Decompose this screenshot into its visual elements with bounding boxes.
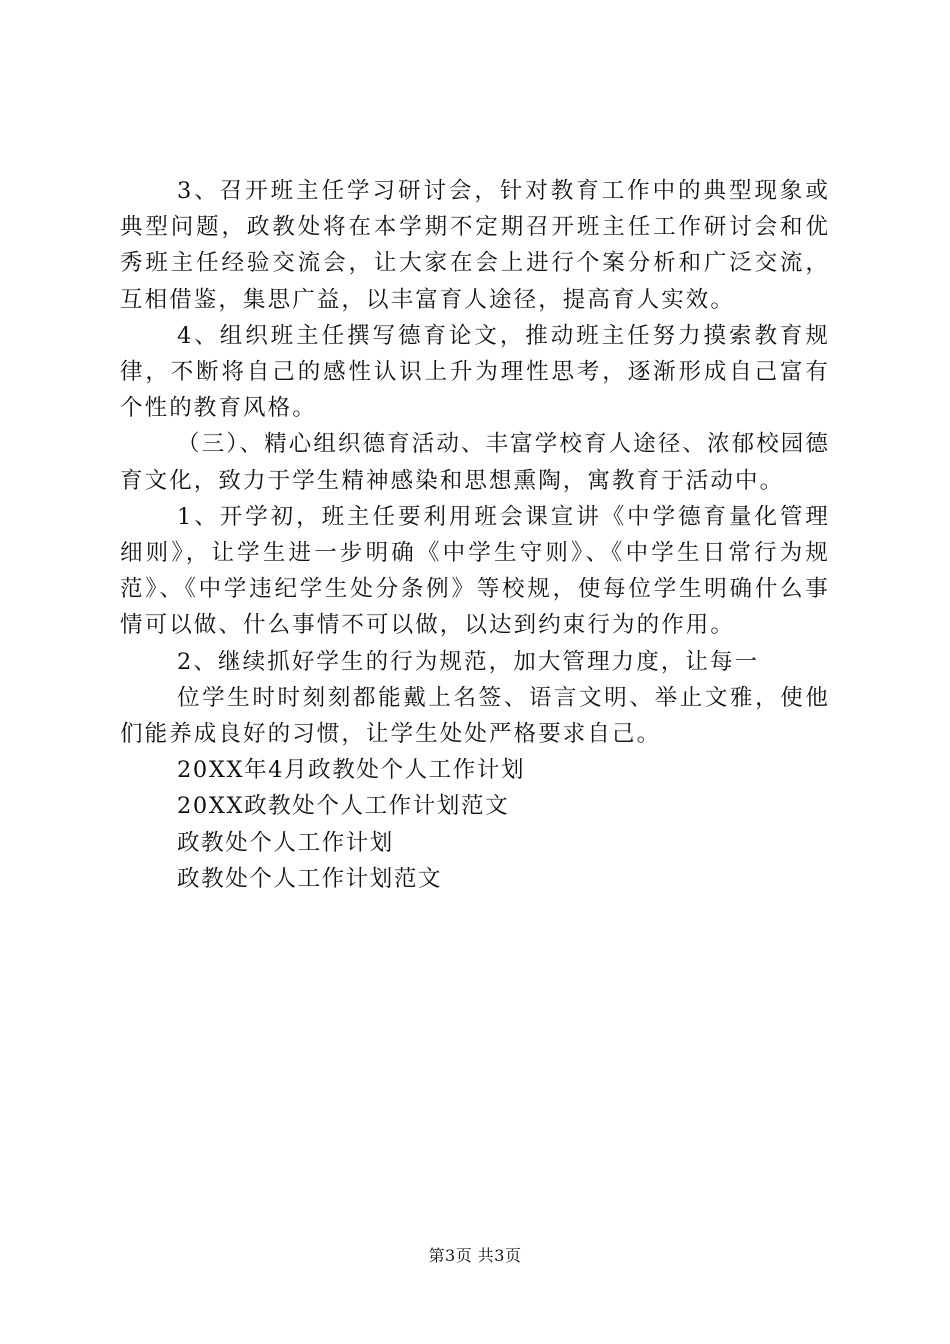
related-title: 20XX年4月政教处个人工作计划	[177, 757, 526, 784]
related-title: 20XX政教处个人工作计划范文	[177, 793, 510, 820]
section-heading-3: （三）、精心组织德育活动、丰富学校育人途径、浓郁校园德育文化，致力于学生精神感染和思想熏陶，寓教育于活动中。	[120, 431, 830, 494]
related-title: 政教处个人工作计划	[177, 829, 394, 856]
paragraph-item-4: 4、组织班主任撰写德育论文，推动班主任努力摸索教育规律，不断将自己的感性认识上升为理性思考，逐渐形成自己富有个性的教育风格。	[120, 322, 830, 422]
paragraph-continuation: 位学生时时刻刻都能戴上名签、语言文明、举止文雅，使他们能养成良好的习惯，让学生处处严格要求自己。	[120, 684, 830, 748]
document-body	[120, 173, 830, 897]
paragraph-item-2: 2、继续抓好学生的行为规范，加大管理力度，让每一	[177, 648, 760, 675]
page-number-footer: 第3页 共3页	[428, 1246, 522, 1265]
paragraph-item-1: 1、开学初，班主任要利用班会课宣讲《中学德育量化管理细则》，让学生进一步明确《中学生守则》、《中学生日常行为规范》、《中学违纪学生处分条例》等校规，使每位学生明确什么事情可以做、什么事情不可以做，以达到约束行为的作用。	[120, 503, 830, 639]
paragraph-item-3: 3、召开班主任学习研讨会，针对教育工作中的典型现象或典型问题，政教处将在本学期不定期召开班主任工作研讨会和优秀班主任经验交流会，让大家在会上进行个案分析和广泛交流，互相借鉴，集思广益，以丰富育人途径，提高育人实效。	[120, 178, 830, 313]
related-title: 政教处个人工作计划范文	[177, 865, 443, 892]
